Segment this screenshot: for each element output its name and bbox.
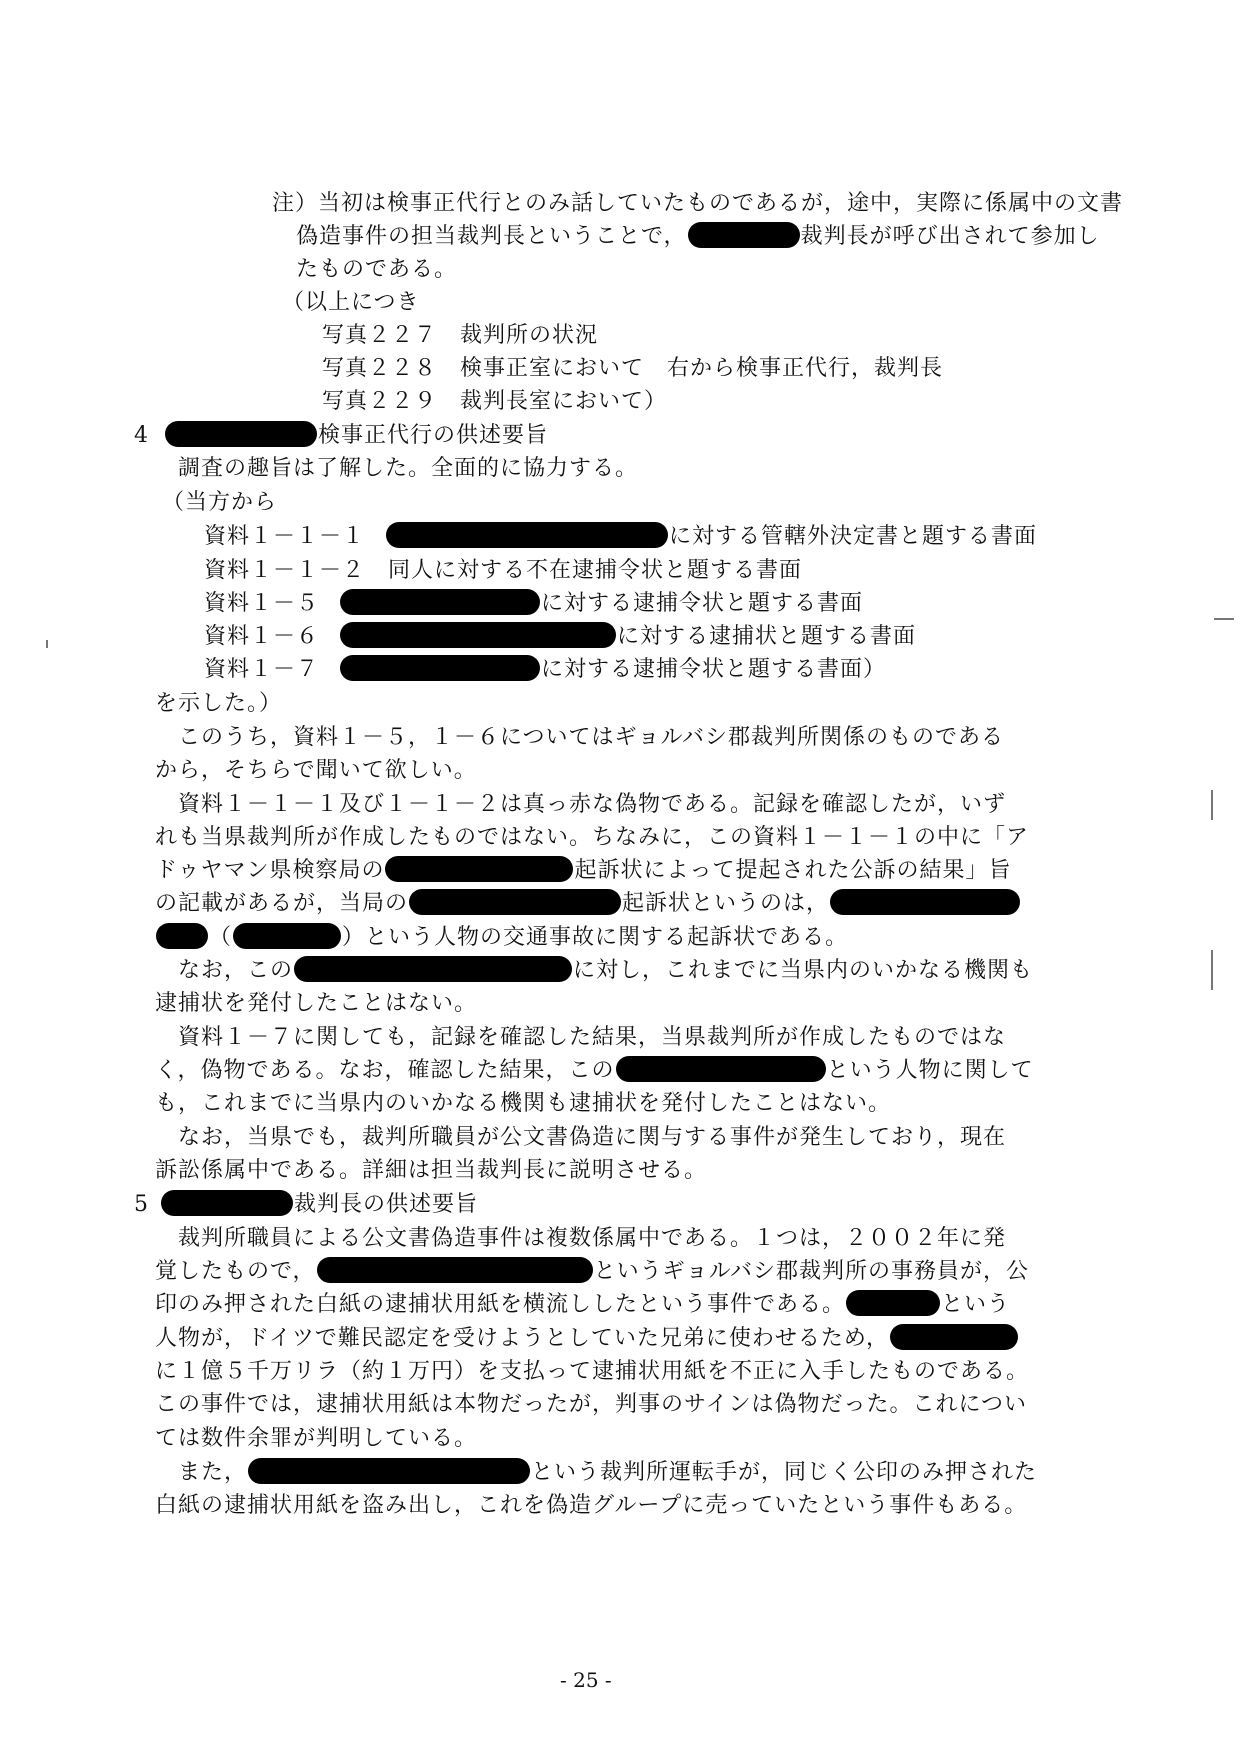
paragraph-line: 印のみ押された白紙の逮捕状用紙を横流ししたという事件である。 という <box>155 1292 1011 1317</box>
redaction <box>317 1257 593 1283</box>
paragraph-line: （当方から <box>162 490 278 515</box>
redaction <box>156 923 208 949</box>
paragraph-line: を示した。） <box>155 691 283 716</box>
redaction <box>340 622 616 648</box>
paragraph-line: また， という裁判所運転手が，同じく公印のみ押された <box>178 1460 1038 1485</box>
redaction <box>161 1190 293 1216</box>
scan-mark <box>1211 790 1213 820</box>
note-line: （以上につき <box>282 290 420 315</box>
redaction <box>165 421 317 447</box>
page-number: - 25 - <box>560 1668 612 1692</box>
scan-mark <box>46 640 48 648</box>
material-item: 資料１－１－２ 同人に対する不在逮捕令状と題する書面 <box>204 558 803 583</box>
photo-reference: 写真２２９ 裁判長室において） <box>322 389 668 414</box>
paragraph-line: （ ）という人物の交通事故に関する起訴状である。 <box>155 923 848 953</box>
paragraph-line: 訴訟係属中である。詳細は担当裁判長に説明させる。 <box>155 1158 708 1183</box>
paragraph-line: 資料１－１－１及び１－１－２は真っ赤な偽物である。記録を確認したが，いず <box>178 792 1007 817</box>
paragraph-line: ドゥヤマン県検察局の 起訴状によって提起された公訴の結果」旨 <box>155 858 1012 883</box>
redaction <box>248 1458 530 1484</box>
scan-mark <box>1214 618 1234 620</box>
material-item: 資料１－５ に対する逮捕令状と題する書面 <box>204 591 864 616</box>
redaction <box>409 889 621 915</box>
scan-mark <box>1211 950 1213 990</box>
paragraph-line: 資料１－７に関しても，記録を確認した結果，当県裁判所が作成したものではな <box>178 1025 1007 1050</box>
paragraph-line: なお，この に対し，これまでに当県内のいかなる機関も <box>178 958 1034 983</box>
note-line: たものである。 <box>296 257 458 282</box>
section-heading: 検事正代行の供述要旨 <box>164 421 548 451</box>
section-heading: 裁判長の供述要旨 <box>160 1190 478 1220</box>
redaction <box>385 856 573 882</box>
paragraph-line: 覚したもので， というギョルバシ郡裁判所の事務員が，公 <box>155 1259 1030 1284</box>
redaction <box>830 889 1020 915</box>
paragraph-line: の記載があるが，当局の 起訴状というのは， <box>155 889 1021 919</box>
redaction <box>688 222 800 248</box>
material-item: 資料１－７ に対する逮捕令状と題する書面） <box>204 657 887 682</box>
note-line: 偽造事件の担当裁判長ということで， 裁判長が呼び出されて参加し <box>296 224 1100 249</box>
paragraph-line: ては数件余罪が判明している。 <box>155 1426 478 1451</box>
paragraph-line: 調査の趣旨は了解した。全面的に協力する。 <box>178 456 639 481</box>
section-number: 5 <box>134 1192 149 1217</box>
note-line: 注）当初は検事正代行とのみ話していたものであるが，途中，実際に係属中の文書 <box>272 191 1124 216</box>
redaction <box>386 522 668 548</box>
redaction <box>616 1056 826 1082</box>
redaction <box>294 956 572 982</box>
paragraph-line: 裁判所職員による公文書偽造事件は複数係属中である。１つは，２００２年に発 <box>178 1226 1007 1251</box>
paragraph-line: から，そちらで聞いて欲しい。 <box>155 758 477 783</box>
paragraph-line: れも当県裁判所が作成したものではない。ちなみに，この資料１－１－１の中に「ア <box>155 825 1030 850</box>
paragraph-line: 白紙の逮捕状用紙を盗み出し，これを偽造グループに売っていたという事件もある。 <box>155 1493 1028 1518</box>
redaction <box>846 1290 940 1316</box>
redaction <box>890 1324 1018 1350</box>
paragraph-line: このうち，資料１－５，１－６についてはギョルバシ郡裁判所関係のものである <box>178 725 1005 750</box>
redaction <box>340 655 540 681</box>
paragraph-line: 人物が，ドイツで難民認定を受けようとしていた兄弟に使わせるため， <box>155 1324 1019 1354</box>
paragraph-line: なお，当県でも，裁判所職員が公文書偽造に関与する事件が発生しており，現在 <box>178 1125 1007 1150</box>
paragraph-line: この事件では，逮捕状用紙は本物だったが，判事のサインは偽物だった。これについ <box>155 1392 1028 1417</box>
paragraph-line: く，偽物である。なお，確認した結果，この という人物に関して <box>155 1058 1034 1083</box>
photo-reference: 写真２２８ 検事正室において 右から検事正代行，裁判長 <box>322 356 944 381</box>
photo-reference: 写真２２７ 裁判所の状況 <box>322 323 599 348</box>
paragraph-line: に１億５千万リラ（約１万円）を支払って逮捕状用紙を不正に入手したものである。 <box>155 1359 1030 1384</box>
redaction <box>340 589 540 615</box>
section-number: 4 <box>134 423 149 448</box>
paragraph-line: 逮捕状を発付したことはない。 <box>155 991 478 1016</box>
material-item: 資料１－６ に対する逮捕状と題する書面 <box>204 624 917 649</box>
material-item: 資料１－１－１ に対する管轄外決定書と題する書面 <box>204 524 1038 549</box>
redaction <box>233 923 341 949</box>
paragraph-line: も，これまでに当県内のいかなる機関も逮捕状を発付したことはない。 <box>155 1091 892 1116</box>
